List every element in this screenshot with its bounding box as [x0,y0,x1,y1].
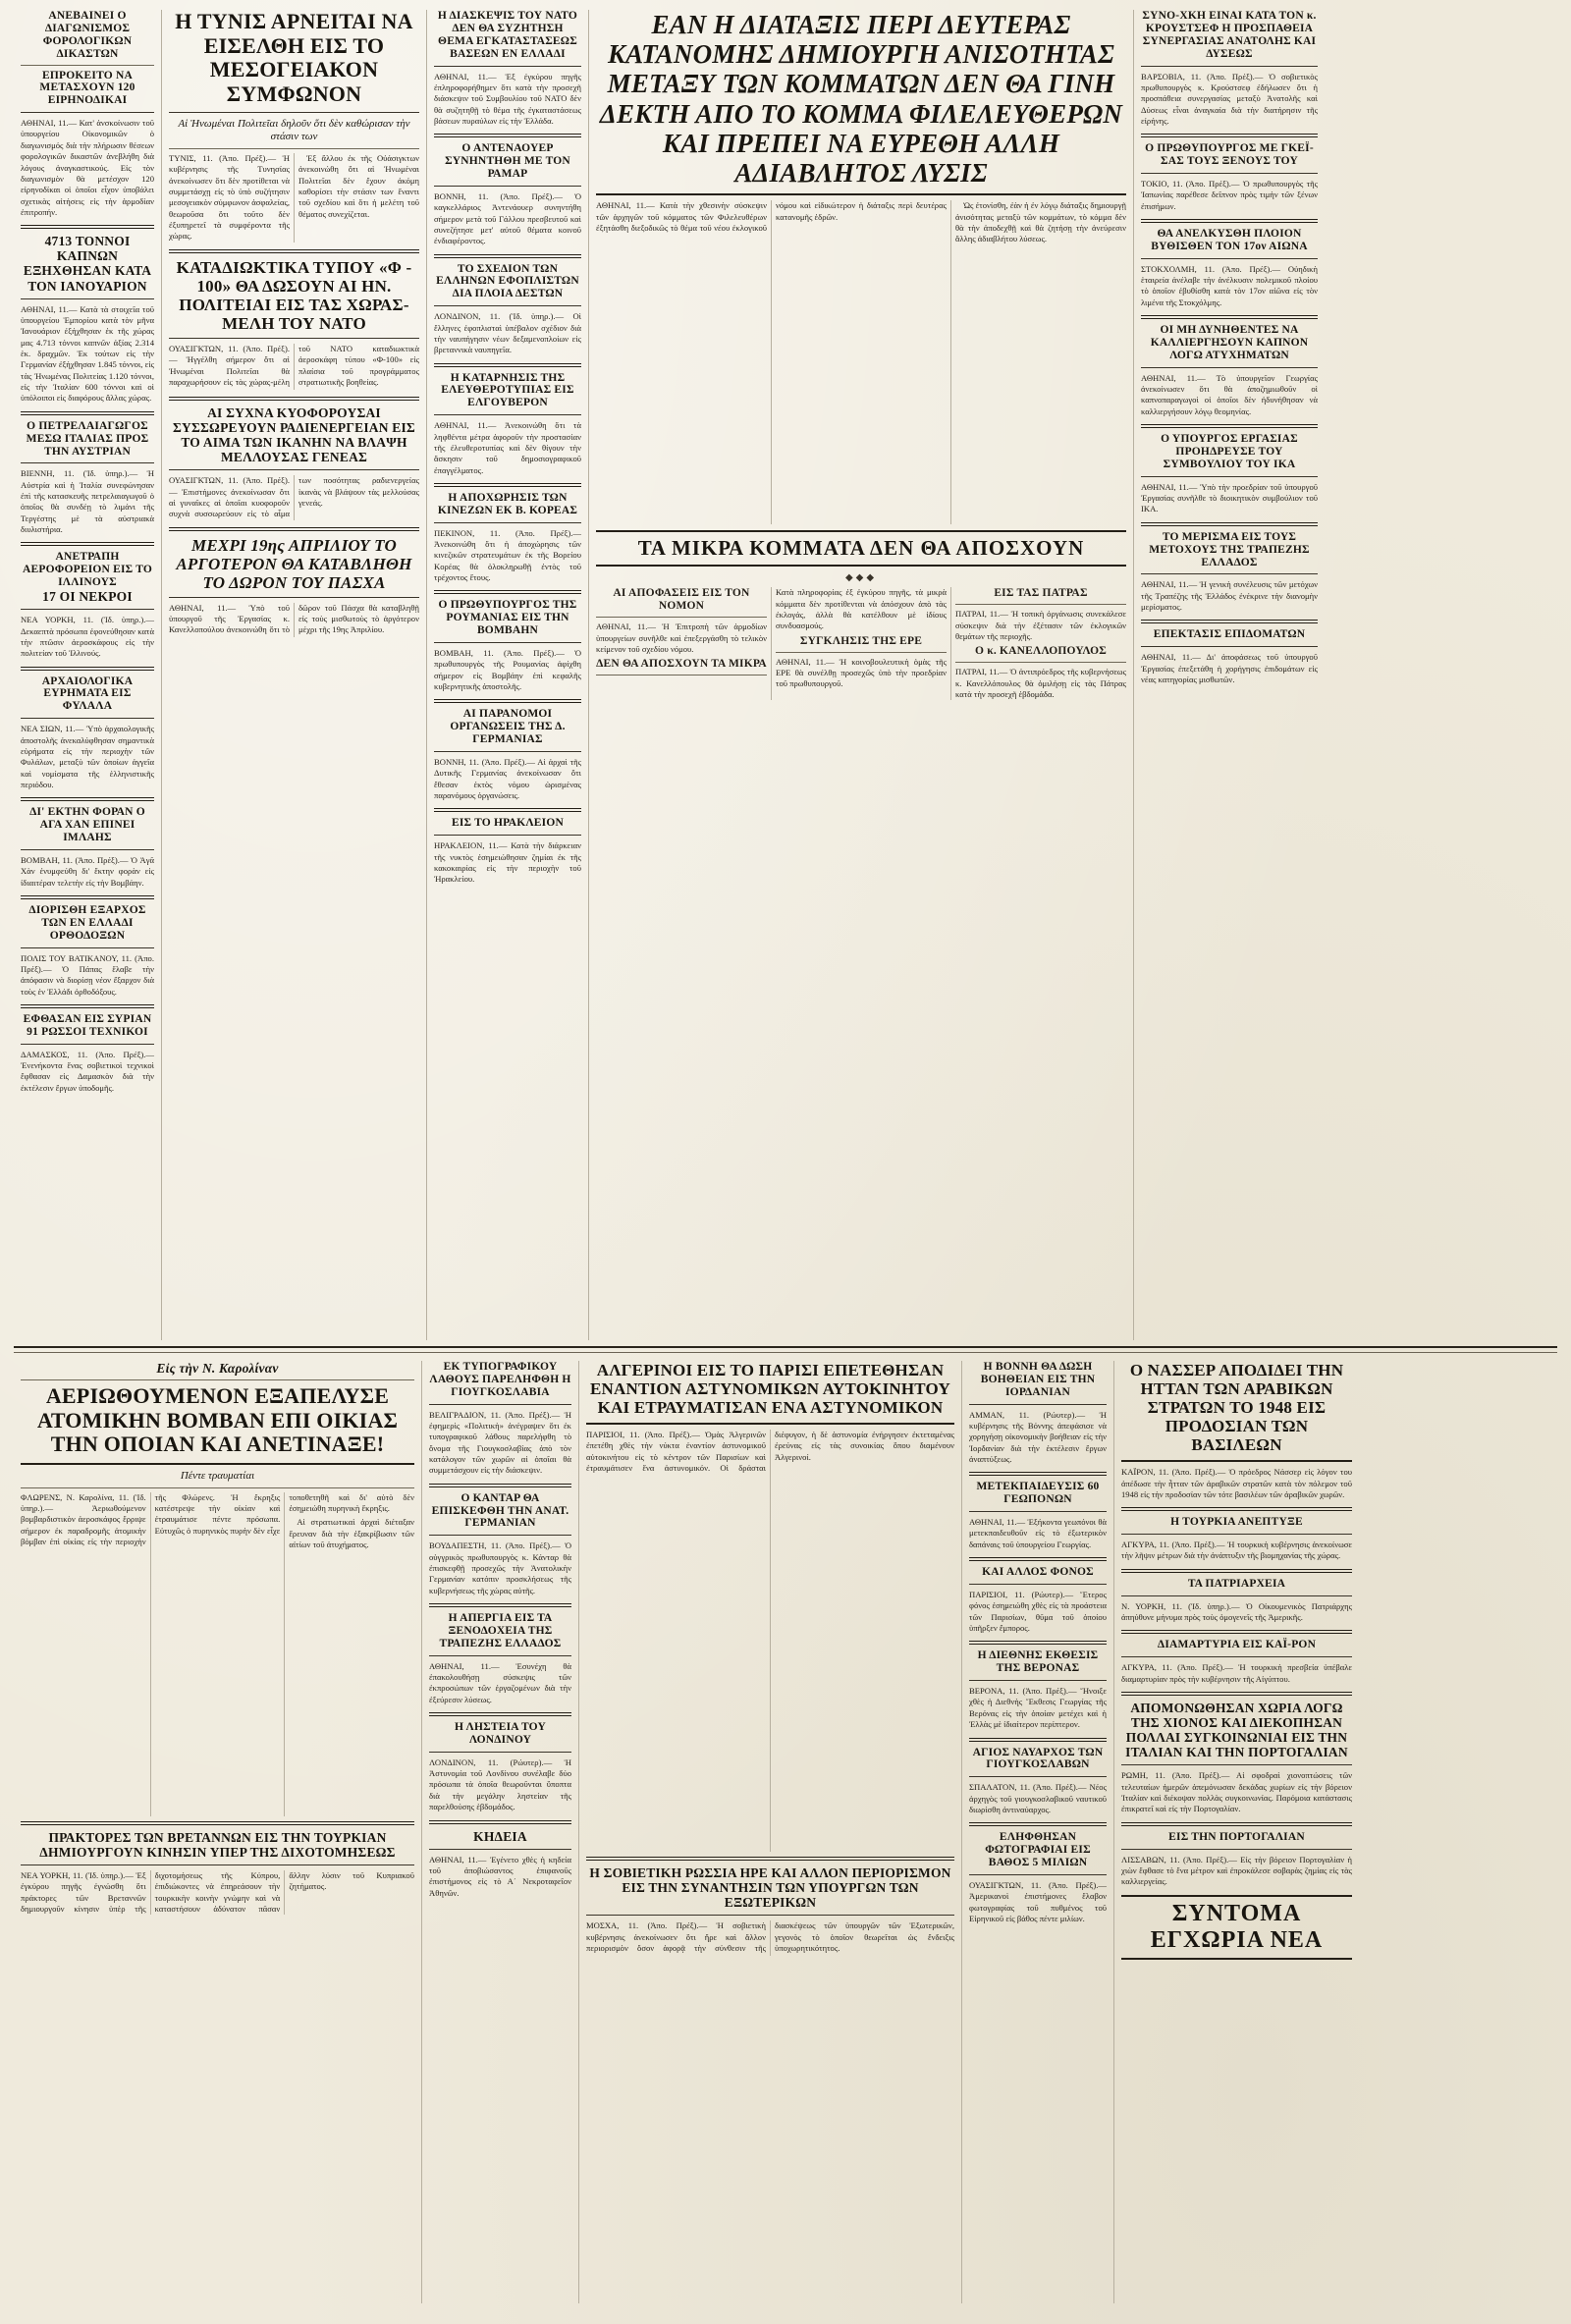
headline: Η ΛΗΣΤΕΙΑ ΤΟΥ ΛΟΝΔΙΝΟΥ [454,1721,547,1746]
article-text: Ἐξ ἄλλου ἐκ τῆς Οὐάσιγκτων ἀνεκοινώθη ὅτι αἱ Ἡνωμέναι Πολιτεῖαι δὲν ἔχουν ἀκόμη καθορίσει τὴν στάσιν των ἔναντι τοῦ σχεδίου καὶ ὅτι ἡ μελέτη τοῦ θέματος συνεχίζεται. [298,153,419,219]
article-text: ΟΥΑΣΙΓΚΤΩΝ, 11. (Ἀπο. Πρέξ).— Ἀμερικανοὶ ἐπιστήμονες ἔλαβον φωτογραφίας τοῦ πυθμένος τοῦ Εἰρηνικοῦ εἰς βάθος πέντε μιλίων. [969,1879,1107,1923]
article-text: ΠΑΡΙΣΙΟΙ, 11. (Ρώυτερ).— Ἕτερος φόνος ἐσημειώθη χθὲς εἰς τὰ προάστεια τῶν Παρισίων, θῦμα τοῦ ὁποίου ὑπῆρξεν ἔμπορος. [969,1590,1107,1634]
headline: ΤΟ ΣΧΕΔΙΟΝ ΤΩΝ ΕΛΛΗΝΩΝ ΕΦΟΠΛΙΣΤΩΝ ΔΙΑ ΠΛΟΙΑ ΔΕΣΤΩΝ [436,262,579,300]
headline: ΣΥΓΚΛΗΣΙΣ ΤΗΣ ΕΡΕ [799,634,923,647]
article-text: ΑΘΗΝΑΙ, 11.— Ἡ κοινοβουλευτικὴ ὁμὰς τῆς ΕΡΕ θὰ συνέλθῃ προσεχῶς ὑπὸ τὴν προεδρίαν τοῦ πρωθυπουργοῦ. [776,656,947,689]
headline: ΤΑ ΠΑΤΡΙΑΡΧΕΙΑ [1187,1577,1286,1590]
top-column-1 [14,10,161,1340]
headline: ΕΠΕΚΤΑΣΙΣ ΕΠΙΔΟΜΑΤΩΝ [1153,628,1306,641]
headline: ΚΑΤΑΔΙΩΚΤΙΚΑ ΤΥΠΟΥ «Φ - 100» ΘΑ ΔΩΣΟΥΝ ΑΙ ΗΝ. ΠΟΛΙΤΕΙΑΙ ΕΙΣ ΤΑΣ ΧΩΡΑΣ-ΜΕΛΗ ΤΟΥ ΝΑΤΟ [176,257,412,333]
article-text: ΔΑΜΑΣΚΟΣ, 11. (Ἀπο. Πρέξ).— Ἐνενήκοντα ἕνας σοβιετικοὶ τεχνικοὶ ἔφθασαν εἰς Δαμασκὸν διὰ τὴν ἐκτέλεσιν ἔργων ὑποδομῆς. [21,1049,154,1093]
article-text: Ν. ΥΟΡΚΗ, 11. (Ἰδ. ὑπηρ.).— Ὁ Οἰκουμενικὸς Πατριάρχης ἀπηύθυνε μήνυμα πρὸς τοὺς ὁμογενεῖς τῆς Ἀμερικῆς. [1121,1600,1352,1622]
headline: Η ΔΙΕΘΝΗΣ ΕΚΘΕΣΙΣ ΤΗΣ ΒΕΡΟΝΑΣ [977,1649,1099,1675]
headline: 4713 ΤΟΝΝΟΙ ΚΑΠΝΩΝ ΕΞΗΧΘΗΣΑΝ ΚΑΤΑ ΤΟΝ ΙΑΝΟΥΑΡΙΟΝ [23,234,152,294]
bottom-section [14,1361,1557,2303]
headline: ΑΓΙΟΣ ΝΑΥΑΡΧΟΣ ΤΩΝ ΓΙΟΥΓΚΟΣΛΑΒΩΝ [972,1746,1104,1771]
article-text: ΑΘΗΝΑΙ, 11.— Ὑπὸ τὴν προεδρίαν τοῦ ὑπουργοῦ Ἐργασίας συνῆλθε τὸ διοικητικὸν συμβούλιον τοῦ ΙΚΑ. [1141,481,1318,514]
article-text: ΟΥΑΣΙΓΚΤΩΝ, 11. (Ἀπο. Πρέξ).— Ἐπιστήμονες ἀνεκοίνωσαν ὅτι αἱ γυναῖκες αἱ ὁποῖαι κυοφοροῦν συχνὰ συσσωρεύουν εἰς τὸ αἷμα των ποσότητας ραδιενεργείας ἱκανὰς νὰ βλάψουν τὰς μελλούσας γενεάς. [169,475,419,519]
headline: ΚΑΙ ΑΛΛΟΣ ΦΟΝΟΣ [982,1566,1094,1579]
headline: Η ΤΟΥΡΚΙΑ ΑΝΕΠΤΥΞΕ [1170,1516,1303,1529]
headline: ΕΙΣ ΤΗΝ ΠΟΡΤΟΓΑΛΙΑΝ [1168,1830,1305,1843]
bottom-column-5 [1113,1361,1359,2303]
article-text: ΦΛΩΡΕΝΣ, Ν. Καρολίνα, 11. (Ἰδ. ὑπηρ.).— Ἀεριωθούμενον βομβαρδιστικὸν ἀεροσκάφος ἔρριψε σήμερον ἐκ παραδρομῆς ἀτομικὴν βόμβαν ἐπὶ οἰκίας εἰς τὴν περιοχὴν τῆς Φλώρενς. Ἡ ἔκρηξις κατέστρεψε τὴν οἰκίαν καὶ ἐτραυμάτισε πέντε πρόσωπα. Εὐτυχῶς ὁ πυρηνικὸς πυρὴν δὲν εἶχε τοποθετηθῆ καὶ δι' αὐτὸ δὲν ἐσημειώθη πυρηνικὴ ἔκρηξις. [21,1491,414,1547]
headline: ΑΝΕΒΑΙΝΕΙ Ο ΔΙΑΓΩΝΙΣΜΟΣ ΦΟΡΟΛΟΓΙΚΩΝ ΔΙΚΑΣΤΩΝ [42,10,133,60]
subheadline: Αἱ Ἡνωμέναι Πολιτεῖαι δηλοῦν ὅτι δὲν καθώρισαν τὴν στάσιν των [178,117,410,143]
headline: Η ΣΟΒΙΕΤΙΚΗ ΡΩΣΣΙΑ ΗΡΕ ΚΑΙ ΑΛΛΟΝ ΠΕΡΙΟΡΙΣΜΟΝ ΕΙΣ ΤΗΝ ΣΥΝΑΝΤΗΣΙΝ ΤΩΝ ΥΠΟΥΡΓΩΝ ΤΩΝ ΕΞΩΤΕΡΙΚΩΝ [589,1865,951,1911]
bottom-column-4 [961,1361,1113,2303]
headline: ΑΙ ΣΥΧΝΑ ΚΥΟΦΟΡΟΥΣΑΙ ΣΥΣΣΩΡΕΥΟΥΝ ΡΑΔΙΕΝΕΡΓΕΙΑΝ ΕΙΣ ΤΟ ΑΙΜΑ ΤΩΝ ΙΚΑΝΗΝ ΝΑ ΒΛΑΨΗ ΜΕΛΛΟΥΣΑΣ ΓΕΝΕΑΣ [173,405,415,465]
headline: Ο ΝΑΣΣΕΡ ΑΠΟΔΙΔΕΙ ΤΗΝ ΗΤΤΑΝ ΤΩΝ ΑΡΑΒΙΚΩΝ ΣΤΡΑΤΩΝ ΤΟ 1948 ΕΙΣ ΠΡΟΔΟΣΙΑΝ ΤΩΝ ΒΑΣΙΛΕΩΝ [1129,1361,1344,1455]
article-text: ΑΘΗΝΑΙ, 11.— Κατὰ τὰ στοιχεῖα τοῦ ὑπουργείου Ἐμπορίου κατὰ τὸν μῆνα Ἰανουάριον ἐξήχθησαν ἐκ τῆς χώρας μας 4.713 τόννοι καπνῶν ἀξίας 2.314 ἑκ. δραχμῶν. Ἐκ τούτων εἰς τὴν Γερμανίαν ἐξήχθησαν 1.845 τόννοι, εἰς τὰς Ἡνωμένας Πολιτείας 1.120 τόννοι, εἰς τὴν Ἰταλίαν 600 τόννοι καὶ οἱ ὑπόλοιποι εἰς διαφόρους ἄλλας χώρας. [21,303,154,404]
headline: Ο ΠΕΤΡΕΛΑΙΑΓΩΓΟΣ ΜΕΣΩ ΙΤΑΛΙΑΣ ΠΡΟΣ ΤΗΝ ΑΥΣΤΡΙΑΝ [26,419,149,458]
article-text: ΒΟΝΝΗ, 11. (Ἀπο. Πρέξ).— Ὁ καγκελλάριος Ἀντενάουερ συνηντήθη σήμερον μετὰ τοῦ Γάλλου πρεσβευτοῦ καὶ συνεζήτησε μετ' αὐτοῦ θέματα κοινοῦ ἐνδιαφέροντος. [434,190,581,246]
headline: ΕΙΣ ΤΟ ΗΡΑΚΛΕΙΟΝ [452,817,564,830]
main-headline: ΕΑΝ Η ΔΙΑΤΑΞΙΣ ΠΕΡΙ ΔΕΥΤΕΡΑΣ ΚΑΤΑΝΟΜΗΣ ΔΗΜΙΟΥΡΓΗ ΑΝΙΣΟΤΗΤΑΣ ΜΕΤΑΞΥ ΤΩΝ ΚΟΜΜΑΤΩΝ ΔΕΝ ΘΑ ΓΙΝΗ ΔΕΚΤΗ ΑΠΟ ΤΟ ΚΟΜΜΑ ΦΙΛΕΛΕΥΘΕΡΩΝ ΚΑΙ ΠΡΕΠΕΙ ΝΑ ΕΥΡΕΘΗ ΑΛΛΗ ΑΔΙΑΒΛΗΤΟΣ ΛΥΣΙΣ [599,10,1123,189]
headline: Η ΒΟΝΝΗ ΘΑ ΔΩΣΗ ΒΟΗΘΕΙΑΝ ΕΙΣ ΤΗΝ ΙΟΡΔΑΝΙΑΝ [980,1361,1096,1398]
headline: ΑΝΕΤΡΑΠΗ ΑΕΡΟΦΟΡΕΙΟΝ ΕΙΣ ΤΟ ΙΛΛΙΝΟΥΣ [22,551,153,589]
article-text: ΣΤΟΚΧΟΛΜΗ, 11. (Ἀπο. Πρέξ).— Οὐηδικὴ ἑταιρεία ἀνέλαβε τὴν ἀνέλκυσιν πολεμικοῦ πλοίου τὸ ὁποῖον ἐβυθίσθη κατὰ τὸν 17ον αἰῶνα εἰς τὸν λιμένα τῆς Στοκχόλμης. [1141,263,1318,307]
article-text: ΑΜΜΑΝ, 11. (Ρώυτερ).— Ἡ κυβέρνησις τῆς Βόννης ἀπεφάσισε νὰ χορηγήσῃ οἰκονομικὴν βοήθειαν εἰς τὴν Ἰορδανίαν διὰ τὴν ἐκτέλεσιν ἔργων ἀναπτύξεως. [969,1409,1107,1464]
article-text: ΑΘΗΝΑΙ, 11.— Ἡ Ἐπιτροπὴ τῶν ἁρμοδίων ὑπουργείων συνῆλθε καὶ ἐπεξεργάσθη τὸ τελικὸν κείμενον τοῦ σχεδίου νόμου. [596,622,767,654]
subheadline: Πέντε τραυματίαι [180,1469,255,1482]
article-text: ΒΟΝΝΗ, 11. (Ἀπο. Πρέξ).— Αἱ ἀρχαὶ τῆς Δυτικῆς Γερμανίας ἀνεκοίνωσαν ὅτι ἔθεσαν ἐκτὸς νόμου ὡρισμένας παρανόμους ὀργανώσεις. [434,757,581,801]
headline: Η ΔΙΑΣΚΕΨΙΣ ΤΟΥ ΝΑΤΟ ΔΕΝ ΘΑ ΣΥΖΗΤΗΣΗ ΘΕΜΑ ΕΓΚΑΤΑΣΤΑΣΕΩΣ ΒΑΣΕΩΝ ΕΝ ΕΛΛΑΔΙ [437,10,578,60]
article-text: ΠΑΡΙΣΙΟΙ, 11. (Ἀπο. Πρέξ).— Ὁμὰς Ἀλγερινῶν ἐπετέθη χθὲς τὴν νύκτα ἐναντίον ἀστυνομικοῦ αὐτοκινήτου εἰς τὸ κέντρον τῶν Παρισίων καὶ ἐτραυμάτισεν ἕνα ἀστυνομικόν. Οἱ δράσται διέφυγον, ἡ δὲ ἀστυνομία ἐνήργησεν ἐκτεταμένας ἐρεύνας εἰς τὰς συνοικίας ὅπου διαμένουν Ἀλγερινοί. [586,1430,954,1474]
bottom-column-2 [421,1361,578,2303]
article-text: ΑΘΗΝΑΙ, 11.— Δι' ἀποφάσεως τοῦ ὑπουργοῦ Ἐργασίας ἐπεξετάθη ἡ χορήγησις ἐπιδομάτων εἰς νέας κατηγορίας μισθωτῶν. [1141,652,1318,684]
headline: ΕΠΡΟΚΕΙΤΟ ΝΑ ΜΕΤΑΣΧΟΥΝ 120 ΕΙΡΗΝΟΔΙΚΑΙ [39,69,135,107]
bottom-column-1 [14,1361,421,2303]
headline: ΑΡΧΑΙΟΛΟΓΙΚΑ ΕΥΡΗΜΑΤΑ ΕΙΣ ΦΥΛΑΛΑ [41,675,134,713]
article-text: ΣΠΑΛΑΤΟΝ, 11. (Ἀπο. Πρέξ).— Νέος ἀρχηγὸς τοῦ γιουγκοσλαβικοῦ ναυτικοῦ διωρίσθη ἀντιναύαρχος. [969,1782,1107,1814]
headline: ΜΕΤΕΚΠΑΙΔΕΥΣΙΣ 60 ΓΕΩΠΟΝΩΝ [976,1481,1100,1506]
headline: Ο ΚΑΝΤΑΡ ΘΑ ΕΠΙΣΚΕΦΘΗ ΤΗΝ ΑΝΑΤ. ΓΕΡΜΑΝΙΑΝ [431,1491,569,1530]
article-text: ΒΟΜΒΑΗ, 11. (Ἀπο. Πρέξ).— Ὁ Ἀγᾶ Χὰν ἐνυμφεύθη δι' ἕκτην φορὰν εἰς ἰδιαιτέραν τελετὴν εἰς τὴν Βομβάην. [21,854,154,888]
headline: 17 ΟΙ ΝΕΚΡΟΙ [42,589,133,605]
ornament: ◆◆◆ [844,572,878,584]
headline: Η ΑΠΟΧΩΡΗΣΙΣ ΤΩΝ ΚΙΝΕΖΩΝ ΕΚ Β. ΚΟΡΕΑΣ [437,491,578,516]
headline: ΕΚ ΤΥΠΟΓΡΑΦΙΚΟΥ ΛΑΘΟΥΣ ΠΑΡΕΛΗΦΘΗ Η ΓΙΟΥΓΚΟΣΛΑΒΙΑ [429,1361,571,1398]
article-text: ΑΘΗΝΑΙ, 11.— Ἐσυνέχη θὰ ἐπακολουθήσῃ σύσκεψις τῶν ἐκπροσώπων τῶν ἐργαζομένων διὰ τὴν ἐξεύρεσιν λύσεως. [429,1660,571,1704]
headline: Η ΚΑΤΑΡΝΗΣΙΣ ΤΗΣ ΕΛΕΥΘΕΡΟΤΥΠΙΑΣ ΕΙΣ ΕΛΓΟΥΒΕΡΟΝ [441,371,574,409]
article-text: ΑΘΗΝΑΙ, 11.— Τὸ ὑπουργεῖον Γεωργίας ἀνεκοίνωσεν ὅτι θὰ ἀποζημιωθοῦν οἱ καπνοπαραγωγοὶ οἱ ὁποῖοι δὲν ἠδυνήθησαν νὰ καλλιεργήσουν λόγῳ θεομηνίας. [1141,372,1318,416]
headline: Ο ΑΝΤΕΝΑΟΥΕΡ ΣΥΝΗΝΤΗΘΗ ΜΕ ΤΟΝ ΡΑΜΑΡ [445,142,570,180]
headline: ΑΕΡΙΩΘΟΥΜΕΝΟΝ ΕΞΑΠΕΛΥΣΕ ΑΤΟΜΙΚΗΝ ΒΟΜΒΑΝ ΕΠΙ ΟΙΚΙΑΣ ΤΗΝ ΟΠΟΙΑΝ ΚΑΙ ΑΝΕΤΙΝΑΞΕ! [36,1383,399,1457]
headline: ΟΙ ΜΗ ΔΥΝΗΘΕΝΤΕΣ ΝΑ ΚΑΛΛΙΕΡΓΗΣΟΥΝ ΚΑΠΝΟΝ ΛΟΓΩ ΑΤΥΧΗΜΑΤΩΝ [1150,324,1309,361]
article-text: Ὡς ἐτονίσθη, ἐὰν ἡ ἐν λόγῳ διάταξις δημιουργῇ ἀνισότητας μεταξὺ τῶν κομμάτων, τὸ κόμμα δὲν θὰ τὴν ἀποδεχθῇ καὶ θὰ ζητήσῃ τὴν ἀνεύρεσιν ἄλλης ἀδιαβλήτου λύσεως. [955,200,1126,244]
section-banner: ΤΑ ΜΙΚΡΑ ΚΟΜΜΑΤΑ ΔΕΝ ΘΑ ΑΠΟΣΧΟΥΝ [596,530,1126,567]
headline: ΔΙ' ΕΚΤΗΝ ΦΟΡΑΝ Ο ΑΓΑ ΧΑΝ ΕΠΙΝΕΙ ΙΜΛΑΗΣ [29,806,145,843]
article-text: ΝΕΑ ΥΟΡΚΗ, 11. (Ἰδ. ὑπηρ.).— Ἐξ ἐγκύρου πηγῆς ἐγνώσθη ὅτι πράκτορες τῶν Βρεταννῶν δημιουργοῦν κίνησιν ὑπὲρ τῆς διχοτομήσεως τῆς Κύπρου, ἐπιδιώκοντες νὰ ἐπηρεάσουν τὴν τουρκικὴν κοινὴν γνώμην καὶ νὰ καταστήσουν ἀδύνατον πᾶσαν ἄλλην λύσιν τοῦ Κυπριακοῦ ζητήματος. [21,1869,414,1914]
article-text: ΑΘΗΝΑΙ, 11.— Κατὰ τὴν χθεσινὴν σύσκεψιν τῶν ἀρχηγῶν τοῦ κόμματος τῶν Φιλελευθέρων ἐξητάσθη διεξοδικῶς τὸ θέμα τοῦ νέου ἐκλογικοῦ νόμου καὶ εἰδικώτερον ἡ διάταξις περὶ δευτέρας κατανομῆς ἑδρῶν. [596,200,947,234]
article-text: ΑΓΚΥΡΑ, 11. (Ἀπο. Πρέξ).— Ἡ τουρκικὴ πρεσβεία ὑπέβαλε διαμαρτυρίαν πρὸς τὴν κυβέρνησιν τῆς Αἰγύπτου. [1121,1662,1352,1684]
article-text: ΒΟΥΔΑΠΕΣΤΗ, 11. (Ἀπο. Πρέξ).— Ὁ οὑγγρικὸς πρωθυπουργὸς κ. Κάνταρ θὰ ἐπισκεφθῇ προσεχῶς τὴν Ἀνατολικὴν Γερμανίαν κατόπιν προσκλήσεως τῆς κυβερνήσεως τῆς χώρας αὐτῆς. [429,1540,571,1595]
article-text: ΠΑΤΡΑΙ, 11.— Ὁ ἀντιπρόεδρος τῆς κυβερνήσεως κ. Κανελλόπουλος θὰ ὁμιλήσῃ εἰς τὰς Πάτρας κατὰ τὴν προσεχῆ ἑβδομάδα. [955,667,1126,699]
article-text: ΑΘΗΝΑΙ, 11.— Ἑξήκοντα γεωπόνοι θὰ μετεκπαιδευθοῦν εἰς τὸ ἐξωτερικὸν δαπάναις τοῦ ὑπουργείου Γεωργίας. [969,1517,1107,1549]
headline: ΚΗΔΕΙΑ [473,1828,527,1844]
section-banner: ΣΥΝΤΟΜΑ ΕΓΧΩΡΙΑ ΝΕΑ [1121,1895,1352,1960]
article-text: ΑΘΗΝΑΙ, 11.— Ἀνεκοινώθη ὅτι τὰ ληφθέντα μέτρα ἀφοροῦν τὴν προστασίαν τῆς ἐλευθεροτυπίας καὶ δὲν θίγουν τὴν ἄσκησιν τοῦ δημοσιογραφικοῦ ἐπαγγέλματος. [434,420,581,475]
bottom-column-3 [578,1361,961,2303]
top-column-4-main [588,10,1133,1340]
headline: ΠΡΑΚΤΟΡΕΣ ΤΩΝ ΒΡΕΤΑΝΝΩΝ ΕΙΣ ΤΗΝ ΤΟΥΡΚΙΑΝ ΔΗΜΙΟΥΡΓΟΥΝ ΚΙΝΗΣΙΝ ΥΠΕΡ ΤΗΣ ΔΙΧΟΤΟΜΗΣΕΩΣ [39,1829,396,1860]
top-column-3 [426,10,588,1340]
article-text: ΗΡΑΚΛΕΙΟΝ, 11.— Κατὰ τὴν διάρκειαν τῆς νυκτὸς ἐσημειώθησαν ζημίαι ἐκ τῆς κακοκαιρίας εἰς τὴν περιοχὴν τοῦ Ἡρακλείου. [434,840,581,885]
article-text: ΡΩΜΗ, 11. (Ἀπο. Πρέξ).— Αἱ σφοδραὶ χιονοπτώσεις τῶν τελευταίων ἡμερῶν ἀπεμόνωσαν δεκάδας χωρίων εἰς τὴν βόρειον Ἰταλίαν καὶ διέκοψαν πολλὰς συγκοινωνίας. Παρόμοια κατάστασις ἐπικρατεῖ καὶ εἰς τὴν Πορτογαλίαν. [1121,1770,1352,1814]
headline: ΤΟ ΜΕΡΙΣΜΑ ΕΙΣ ΤΟΥΣ ΜΕΤΟΧΟΥΣ ΤΗΣ ΤΡΑΠΕΖΗΣ ΕΛΛΑΔΟΣ [1149,530,1310,568]
headline: ΕΙΣ ΤΑΣ ΠΑΤΡΑΣ [994,587,1088,600]
article-text: ΤΟΚΙΟ, 11. (Ἀπο. Πρέξ).— Ὁ πρωθυπουργὸς τῆς Ἰαπωνίας παρέθεσε δεῖπνον πρὸς τιμὴν τῶν ξένων ἐπισήμων. [1141,178,1318,211]
article-text: ΟΥΑΣΙΓΚΤΩΝ, 11. (Ἀπο. Πρέξ).— Ἡγγέλθη σήμερον ὅτι αἱ Ἡνωμέναι Πολιτεῖαι θὰ παραχωρήσουν εἰς τὰς χώρας-μέλη τοῦ ΝΑΤΟ καταδιωκτικὰ ἀεροσκάφη τύπου «Φ-100» εἰς πλαίσια τοῦ προγράμματος στρατιωτικῆς βοηθείας. [169,343,419,387]
article-text: ΑΘΗΝΑΙ, 11.— Κατ' ἀνσκοίνωσιν τοῦ ὑπουργείου Οἰκονομικῶν ὁ διαγωνισμός διὰ τὴν πλήρωσιν θέσεων φορολογικῶν δικαστῶν ἀνεβλήθη διὰ λόγους ἀναγκαστικούς. Εἰς τὸν διαγωνισμὸν θὰ μετέσχον 120 εἰρηνοδίκαι οἱ ὁποῖοι εἶχον ὑποβάλει σχετικὰς αἰτήσεις εἰς τὴν ἁρμοδίαν ἐπιτροπήν. [21,118,154,217]
article-text: ΑΘΗΝΑΙ, 11.— Ὑπὸ τοῦ ὑπουργοῦ τῆς Ἐργασίας κ. Κανελλοπούλου ἀνεκοινώθη ὅτι τὸ δῶρον τοῦ Πάσχα θὰ καταβληθῇ εἰς τοὺς μισθωτοὺς τὸ ἀργότερον μέχρι τῆς 19ης Ἀπριλίου. [169,602,419,635]
article-text: ΠΟΛΙΣ ΤΟΥ ΒΑΤΙΚΑΝΟΥ, 11. (Ἀπο. Πρέξ).— Ὁ Πάπας ἔλαβε τὴν ἀπόφασιν νὰ διορίσῃ νέον ἔξαρχον διὰ τοὺς ἐν Ἑλλάδι ὀρθοδόξους. [21,952,154,997]
article-text: ΝΕΑ ΣΙΩΝ, 11.— Ὑπὸ ἀρχαιολογικῆς ἀποστολῆς ἀνεκαλύφθησαν σημαντικὰ εὑρήματα εἰς τὴν περιοχὴν τῶν Φυλάλων, μεταξὺ τῶν ὁποίων ἀγγεῖα καὶ νομίσματα τῆς ἑλληνιστικῆς περιόδου. [21,724,154,789]
article-text: ΠΕΚΙΝΟΝ, 11. (Ἀπο. Πρέξ).— Ἀνεκοινώθη ὅτι ἡ ἀποχώρησις τῶν κινεζικῶν στρατευμάτων ἐκ τῆς Βορείου Κορέας θὰ ὁλοκληρωθῇ ἐντὸς τοῦ τρέχοντος ἔτους. [434,527,581,583]
article-text: ΒΑΡΣΟΒΙΑ, 11. (Ἀπο. Πρέξ).— Ὁ σοβιετικὸς πρωθυπουργὸς κ. Κρούστσεφ ἐδήλωσεν ὅτι ἡ προσπάθεια συνεργασίας μεταξὺ Ἀνατολῆς καὶ Δύσεως εἶναι ἀναγκαία διὰ τὴν διατήρησιν τῆς εἰρήνης. [1141,71,1318,126]
article-text: ΛΙΣΣΑΒΩΝ, 11. (Ἀπο. Πρέξ).— Εἰς τὴν βόρειον Πορτογαλίαν ἡ χιὼν ἔφθασε τὸ ἕνα μέτρον καὶ ἐπροκάλεσε σοβαρὰς ζημίας εἰς τὰς καλλιεργείας. [1121,1854,1352,1887]
headline: Η ΑΠΕΡΓΙΑ ΕΙΣ ΤΑ ΞΕΝΟΔΟΧΕΙΑ ΤΗΣ ΤΡΑΠΕΖΗΣ ΕΛΛΑΔΟΣ [439,1612,562,1649]
article-text: ΚΑΪΡΟΝ, 11. (Ἀπο. Πρέξ).— Ὁ πρόεδρος Νάσσερ εἰς λόγον του ἀπέδωσε τὴν ἧτταν τῶν ἀραβικῶν στρατῶν κατὰ τὸν πόλεμον τοῦ 1948 εἰς τὴν προδοσίαν τῶν τότε βασιλέων τῶν ἀραβικῶν χωρῶν. [1121,1467,1352,1499]
headline: ΔΕΝ ΘΑ ΑΠΟΣΧΟΥΝ ΤΑ ΜΙΚΡΑ [596,658,767,671]
kicker: Εἰς τὴν Ν. Καρολίναν [156,1361,279,1376]
headline: ΕΦΘΑΣΑΝ ΕΙΣ ΣΥΡΙΑΝ 91 ΡΩΣΣΟΙ ΤΕΧΝΙΚΟΙ [23,1012,152,1038]
headline: Ο ΠΡΩΘΥΠΟΥΡΓΟΣ ΜΕ ΓΚΕΪ-ΣΑΣ ΤΟΥΣ ΞΕΝΟΥΣ ΤΟΥ [1145,142,1314,168]
article-text: Αἱ στρατιωτικαὶ ἀρχαὶ διέταξαν ἔρευναν διὰ τὴν ἐξακρίβωσιν τῶν αἰτίων τοῦ ἀτυχήματος. [289,1517,414,1550]
headline: Ο ΠΡΩΘΥΠΟΥΡΓΟΣ ΤΗΣ ΡΟΥΜΑΝΙΑΣ ΕΙΣ ΤΗΝ ΒΟΜΒΑΗΝ [438,599,577,637]
headline: ΕΛΗΦΘΗΣΑΝ ΦΩΤΟΓΡΑΦΙΑΙ ΕΙΣ ΒΑΘΟΣ 5 ΜΙΛΙΩΝ [985,1831,1091,1869]
headline: Ο ΥΠΟΥΡΓΟΣ ΕΡΓΑΣΙΑΣ ΠΡΟΗΔΡΕΥΣΕ ΤΟΥ ΣΥΜΒΟΥΛΙΟΥ ΤΟΥ ΙΚΑ [1161,433,1298,470]
article-text: Κατὰ πληροφορίας ἐξ ἐγκύρου πηγῆς, τὰ μικρὰ κόμματα δὲν προτίθενται νὰ ἀπόσχουν ἀπὸ τὰς ἐκλογάς, ἀλλὰ θὰ κατέλθουν μὲ ἰδίους συνδυασμούς. [776,587,947,631]
article-text: ΛΟΝΔΙΝΟΝ, 11. (Ἰδ. ὑπηρ.).— Οἱ ἕλληνες ἐφοπλισταὶ ὑπέβαλον σχέδιον διὰ τὴν ναυπήγησιν νέων δεξαμενοπλοίων εἰς βρεταννικὰ ναυπηγεῖα. [434,311,581,355]
headline: ΔΙΟΡΙΣΘΗ ΕΞΑΡΧΟΣ ΤΩΝ ΕΝ ΕΛΛΑΔΙ ΟΡΘΟΔΟΞΩΝ [28,903,146,942]
article-text: ΑΘΗΝΑΙ, 11.— Ἐξ ἐγκύρου πηγῆς ἐπληροφορήθημεν ὅτι κατὰ τὴν προσεχῆ διάσκεψιν τοῦ Συμβουλίου τοῦ ΝΑΤΟ δὲν θὰ συζητηθῇ τὸ θέμα τῆς ἐγκαταστάσεως βάσεων πυραύλων εἰς τὴν Ἑλλάδα. [434,71,581,126]
article-text: ΒΟΜΒΑΗ, 11. (Ἀπο. Πρέξ).— Ὁ πρωθυπουργὸς τῆς Ρουμανίας ἀφίχθη σήμερον εἰς Βομβάην ἐπὶ κεφαλῆς κυβερνητικῆς ἀποστολῆς. [434,648,581,692]
article-text: ΠΑΤΡΑΙ, 11.— Ἡ τοπικὴ ὀργάνωσις συνεκάλεσε σύσκεψιν διὰ τὴν ἐξέτασιν τῶν ἐκλογικῶν θεμάτων τῆς περιοχῆς. [955,609,1126,641]
section-divider [14,1346,1557,1353]
headline: ΑΛΓΕΡΙΝΟΙ ΕΙΣ ΤΟ ΠΑΡΙΣΙ ΕΠΕΤΕΘΗΣΑΝ ΕΝΑΝΤΙΟΝ ΑΣΤΥΝΟΜΙΚΩΝ ΑΥΤΟΚΙΝΗΤΟΥ ΚΑΙ ΕΤΡΑΥΜΑΤΙΣΑΝ ΕΝΑ ΑΣΤΥΝΟΜΙΚΟΝ [590,1361,950,1418]
headline: Ο κ. ΚΑΝΕΛΛΟΠΟΥΛΟΣ [975,645,1107,658]
article-text: ΒΕΛΙΓΡΑΔΙΟΝ, 11. (Ἀπο. Πρέξ).— Ἡ ἐφημερὶς «Πολιτικὴ» ἀνέγραψεν ὅτι ἐκ τυπογραφικοῦ λάθους παρελήφθη τὸ ὄνομα τῆς Γιουγκοσλαβίας ἀπὸ τὸν κατάλογον τῶν χωρῶν αἱ ὁποῖαι θὰ συμμετάσχουν εἰς τὴν διάσκεψιν. [429,1409,571,1476]
headline: ΜΕΧΡΙ 19ης ΑΠΡΙΛΙΟΥ ΤΟ ΑΡΓΟΤΕΡΟΝ ΘΑ ΚΑΤΑΒΛΗΘΗ ΤΟ ΔΩΡΟΝ ΤΟΥ ΠΑΣΧΑ [176,535,412,592]
headline: ΑΙ ΠΑΡΑΝΟΜΟΙ ΟΡΓΑΝΩΣΕΙΣ ΤΗΣ Δ. ΓΕΡΜΑΝΙΑΣ [450,708,566,746]
article-text: ΑΘΗΝΑΙ, 11.— Ἐγένετο χθὲς ἡ κηδεία τοῦ ἀποβιώσαντος ἐπιφανοῦς ἐπιστήμονος εἰς τὸ Α΄ Νεκροταφεῖον Ἀθηνῶν. [429,1854,571,1898]
article-text: ΤΥΝΙΣ, 11. (Ἀπο. Πρέξ).— Ἡ κυβέρνησις τῆς Τυνησίας ἀνεκοίνωσεν ὅτι δὲν προτίθεται νὰ συμμετάσχῃ εἰς τὸ ὑπὸ συζήτησιν μεσογειακὸν σύμφωνον ἀσφαλείας, θεωροῦσα ὅτι τοῦτο δὲν ἐξυπηρετεῖ τὰ συμφέροντα τῆς χώρας. [169,153,290,242]
headline: ΔΙΑΜΑΡΤΥΡΙΑ ΕΙΣ ΚΑΪ-ΡΟΝ [1157,1639,1317,1651]
top-section [14,10,1557,1340]
headline: ΑΙ ΑΠΟΦΑΣΕΙΣ ΕΙΣ ΤΟΝ ΝΟΜΟΝ [613,587,750,613]
article-text: ΜΟΣΧΑ, 11. (Ἀπο. Πρέξ).— Ἡ σοβιετικὴ κυβέρνησις ἀνεκοίνωσεν ὅτι ἤρε καὶ ἄλλον περιορισμὸν ὅσον ἀφορᾷ τὴν σύνθεσιν τῆς διασκέψεως τῶν ὑπουργῶν τῶν Ἐξωτερικῶν, γεγονὸς τὸ ὁποῖον θεωρεῖται ὡς ἔνδειξις ὑποχωρητικότητος. [586,1920,954,1954]
headline: ΑΠΟΜΟΝΩΘΗΣΑΝ ΧΩΡΙΑ ΛΟΓΩ ΤΗΣ ΧΙΟΝΟΣ ΚΑΙ ΔΙΕΚΟΠΗΣΑΝ ΠΟΛΛΑΙ ΣΥΓΚΟΙΝΩΝΙΑΙ ΕΙΣ ΤΗΝ ΙΤΑΛΙΑΝ ΚΑΙ ΤΗΝ ΠΟΡΤΟΓΑΛΙΑΝ [1125,1700,1348,1760]
article-text: ΛΟΝΔΙΝΟΝ, 11. (Ρώυτερ).— Ἡ Ἀστυνομία τοῦ Λονδίνου συνέλαβε δύο πρόσωπα τὰ ὁποῖα θεωροῦνται ὕποπτα διὰ τὴν μεγάλην ληστείαν τῆς παρελθούσης ἑβδομάδος. [429,1757,571,1812]
top-column-2 [161,10,426,1340]
article-text: ΝΕΑ ΥΟΡΚΗ, 11. (Ἰδ. ὑπηρ.).— Δεκαεπτὰ πρόσωπα ἐφονεύθησαν κατὰ τὴν πτῶσιν ἀεροσκάφους εἰς τὴν πολιτείαν τοῦ Ἰλλινούς. [21,615,154,659]
article-text: ΒΙΕΝΝΗ, 11. (Ἰδ. ὑπηρ.).— Ἡ Αὐστρία καὶ ἡ Ἰταλία συνεφώνησαν ἐπὶ τῆς κατασκευῆς πετρελαιαγωγοῦ ὁ ὁποῖος θὰ συνδέῃ τὸ λιμάνι τῆς Τεργέστης μὲ τὰ αὐστριακὰ διυλιστήρια. [21,468,154,535]
article-text: ΒΕΡΟΝΑ, 11. (Ἀπο. Πρέξ).— Ἤνοιξε χθὲς ἡ Διεθνὴς Ἔκθεσις Γεωργίας τῆς Βερόνας εἰς τὴν ὁποίαν μετέχει καὶ ἡ Ἑλλὰς μὲ ἰδιαίτερον περίπτερον. [969,1686,1107,1730]
article-text: ΑΓΚΥΡΑ, 11. (Ἀπο. Πρέξ).— Ἡ τουρκικὴ κυβέρνησις ἀνεκοίνωσε τὴν λῆψιν μέτρων διὰ τὴν ἀνάπτυξιν τῆς βιομηχανίας τῆς χώρας. [1121,1540,1352,1561]
headline: ΘΑ ΑΝΕΛΚΥΣΘΗ ΠΛΟΙΟΝ ΒΥΘΙΣΘΕΝ ΤΟΝ 17ον ΑΙΩΝΑ [1151,228,1308,252]
article-text: ΑΘΗΝΑΙ, 11.— Ἡ γενικὴ συνέλευσις τῶν μετόχων τῆς Τραπέζης τῆς Ἑλλάδος ἐνέκρινε τὴν διανομὴν μερίσματος. [1141,579,1318,613]
top-column-5 [1133,10,1325,1340]
headline: ΣΥΝΟ-ΧΚΗ ΕΙΝΑΙ ΚΑΤΑ ΤΟΝ κ. ΚΡΟΥΣΤΣΕΦ Η ΠΡΟΣΠΑΘΕΙΑ ΣΥΝΕΡΓΑΣΙΑΣ ΑΝΑΤΟΛΗΣ ΚΑΙ ΔΥΣΕΩΣ [1142,10,1317,60]
lead-headline: Η ΤΥΝΙΣ ΑΡΝΕΙΤΑΙ ΝΑ ΕΙΣΕΛΘΗ ΕΙΣ ΤΟ ΜΕΣΟΓΕΙΑΚΟΝ ΣΥΜΦΩΝΟΝ [175,9,413,106]
